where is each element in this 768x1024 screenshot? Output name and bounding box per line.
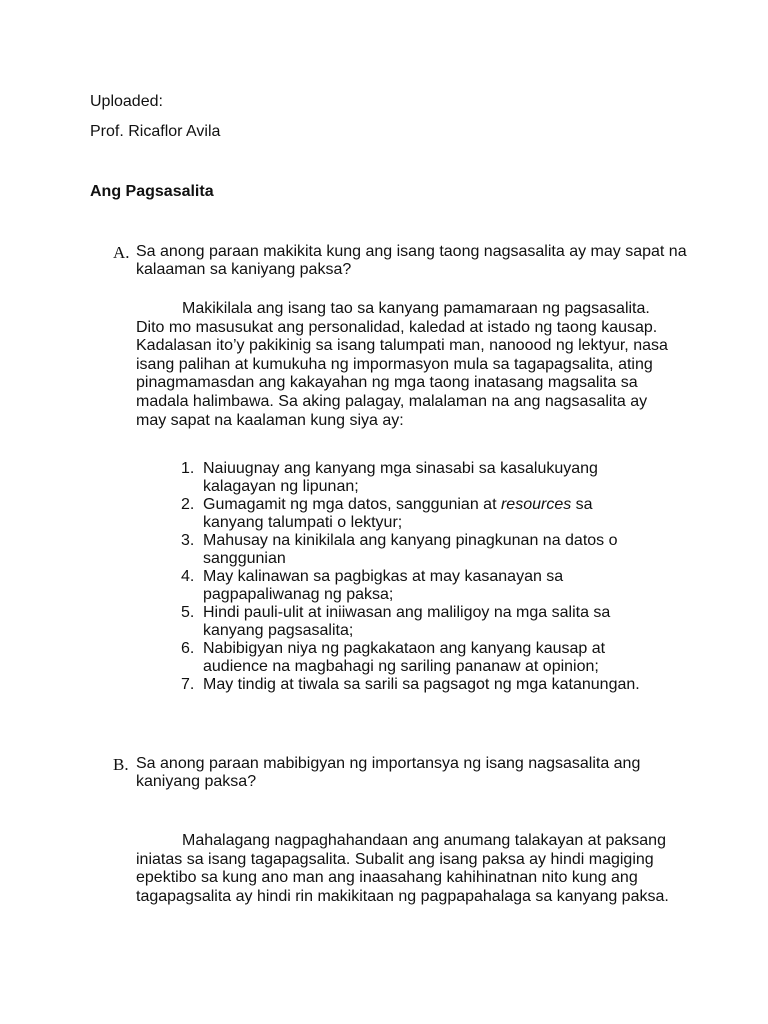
- uploaded-label: Uploaded:: [90, 93, 163, 110]
- list-item-text-after: sa kanyang talumpati o lektyur;: [203, 496, 593, 531]
- list-item: [136, 640, 656, 676]
- list-item-text: May tindig at tiwala sa sarili sa pagsagot ng mga katanungan.: [203, 676, 640, 693]
- list-item-number: 1.: [181, 460, 195, 477]
- list-item-text: Naiuugnay ang kanyang mga sinasabi sa kasalukuyang kalagayan ng lipunan;: [203, 460, 598, 495]
- criteria-list: [136, 460, 656, 694]
- section-b-question: Sa anong paraan mabibigyan ng importansya ng isang nagsasalita ang kaniyang paksa?: [136, 755, 641, 790]
- section-a-question: Sa anong paraan makikita kung ang isang taong nagsasalita ay may sapat na kalaaman sa kaniyang paksa?: [136, 243, 687, 278]
- section-b-letter: B.: [113, 755, 129, 774]
- list-item-text: Mahusay na kinikilala ang kanyang pinagkunan na datos o sanggunian: [203, 532, 618, 567]
- list-item-text: May kalinawan sa pagbigkas at may kasanayan sa pagpapaliwanag ng paksa;: [203, 568, 564, 603]
- list-item: [136, 568, 656, 604]
- list-item-text: Nabibigyan niya ng pagkakataon ang kanyang kausap at audience na magbahagi ng sariling pananaw at opinion;: [203, 640, 606, 675]
- list-item-number: 3.: [181, 532, 195, 549]
- list-item-text-italic: resources: [500, 496, 572, 513]
- section-b-paragraph: Mahalagang nagpaghahandaan ang anumang talakayan at paksang iniatas sa isang tagapagsalita. Subalit ang isang paksa ay hindi magiging epektibo sa kung ano man ang inaasahang kahihinatnan nito kung ang tagapagsalita ay hindi rin makikitaan ng pagpapahalaga sa kanyang paksa.: [136, 832, 669, 905]
- author-name: Prof. Ricaflor Avila: [90, 123, 221, 140]
- list-item: [136, 604, 656, 640]
- list-item: [136, 532, 656, 568]
- section-a-letter: A.: [113, 243, 130, 262]
- list-item-text: Hindi pauli-ulit at iniiwasan ang maliligoy na mga salita sa kanyang pagsasalita;: [203, 604, 611, 639]
- list-item-number: 2.: [181, 496, 195, 513]
- list-item: [136, 676, 656, 694]
- list-item: [136, 460, 656, 496]
- list-item-number: 5.: [181, 604, 195, 621]
- list-item-number: 6.: [181, 640, 195, 657]
- list-item-number: 7.: [181, 676, 195, 693]
- document-title: Ang Pagsasalita: [90, 183, 214, 200]
- list-item: [136, 496, 656, 532]
- section-a-paragraph: Makikilala ang isang tao sa kanyang pamamaraan ng pagsasalita. Dito mo masusukat ang personalidad, kaledad at istado ng taong kausap. Kadalasan ito’y pakikinig sa isang talumpati man, nanoood ng lektyur, nasa isang palihan at kumukuha ng impormasyon mula sa tagapagsalita, ating pinagmamasdan ang kakayahan ng mga taong inatasang magsalita sa madala halimbawa. Sa aking palagay, malalaman na ang nagsasalita ay may sapat na kaalaman kung siya ay:: [136, 300, 668, 429]
- list-item-text-before: Gumagamit ng mga datos, sanggunian at: [203, 496, 501, 513]
- list-item-number: 4.: [181, 568, 195, 585]
